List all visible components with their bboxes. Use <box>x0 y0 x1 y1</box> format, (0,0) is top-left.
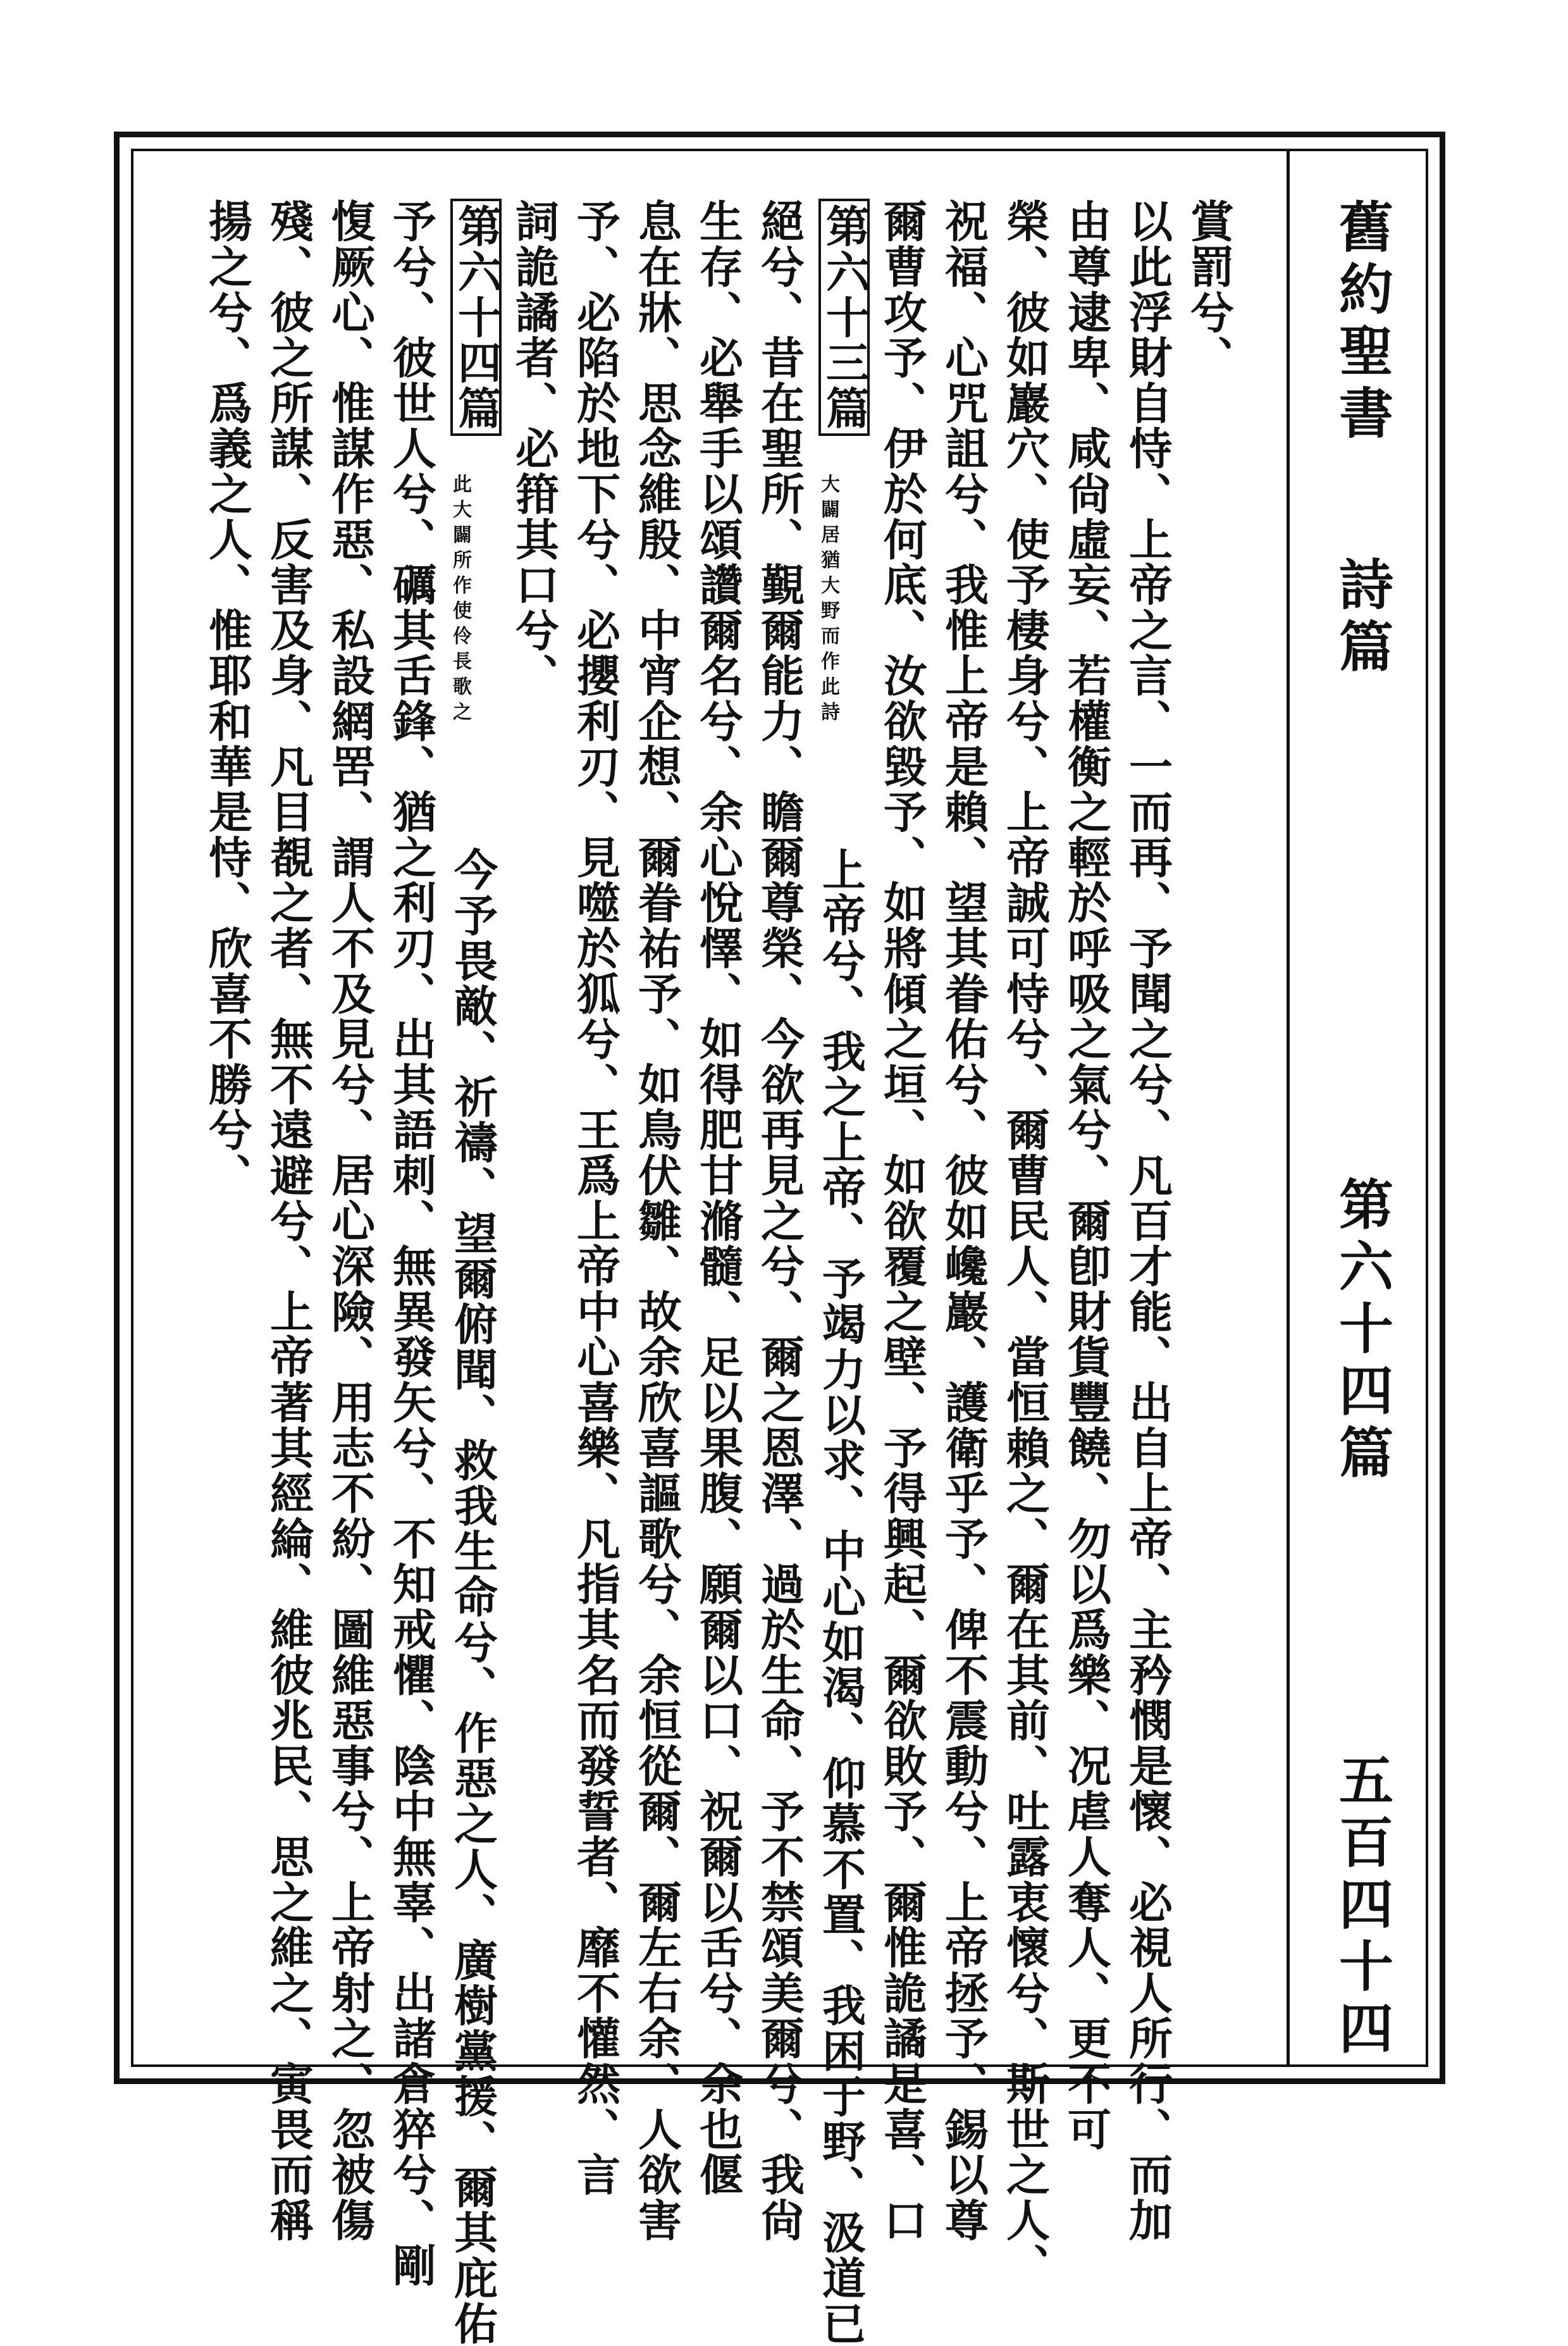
chapter-title: 第六十四篇 <box>1330 1176 1393 1486</box>
page-inner-frame <box>131 149 1428 2346</box>
psalm64-first-line: 今予畏敵、祈禱、望爾俯聞、救我生命兮、作惡之人、廣樹黨援、爾其庇佑 <box>447 847 498 2346</box>
text-column: 予兮、彼世人兮、礪其舌鋒、猶之利刃、出其語刺、無異發矢兮、不知戒懼、陰中無辜、出諸倉猝兮、剛 <box>385 199 436 2288</box>
text-column: 愎厥心、惟謀作惡、私設網罟、謂人不及見兮、居心深險、用志不紛、圖維惡事兮、上帝射之、忽被傷 <box>324 199 375 2243</box>
text-column: 息在牀、思念維殷、中宵企想、爾眷祐予、如鳥伏雛、故余欣喜謳歌兮、余恒從爾、爾左右余、人欲害 <box>631 199 682 2243</box>
text-column: 由尊逮卑、咸尙虛妄、若權衡之輕於呼吸之氣兮、爾卽財貨豐饒、勿以爲樂、况虐人奪人、更不可 <box>1060 199 1111 2152</box>
psalm63-heading: 第六十三篇 <box>818 199 870 436</box>
text-column: 詞詭譎者、必箝其口兮、 <box>508 199 559 698</box>
text-column: 殘、彼之所謀、反害及身、凡目覩之者、無不遠避兮、上帝著其經綸、維彼兆民、思之維之、寅畏而稱 <box>262 199 314 2243</box>
text-column: 爾曹攻予、伊於何底、汝欲毀予、如將傾之垣、如欲覆之壁、予得興起、爾欲敗予、爾惟詭譎是喜、口 <box>876 199 927 2243</box>
text-column: 生存、必舉手以頌讚爾名兮、余心悅懌、如得肥甘滫髓、足以果腹、願爾以口、祝爾以舌兮、余也偃 <box>692 199 743 2198</box>
text-column: 榮、彼如巖穴、使予棲身兮、上帝誠可恃兮、爾曹民人、當恒賴之、爾在其前、吐露衷懷兮、斯世之人、 <box>999 199 1050 2288</box>
book-title: 舊約聖書 <box>1330 199 1393 447</box>
psalm63-first-line: 上帝兮、我之上帝、予竭力以求、中心如渴、仰慕不置、我困于野、汲道已 <box>815 847 866 2346</box>
header-divider <box>1287 151 1290 2064</box>
psalm64-superscription: 此大闢所作使伶長歌之 <box>449 474 471 727</box>
page-number: 五百四十四 <box>1330 1752 1393 2062</box>
text-column: 揚之兮、爲義之人、惟耶和華是恃、欣喜不勝兮、 <box>201 199 252 1198</box>
section-title: 詩篇 <box>1330 556 1393 680</box>
psalm64-heading: 第六十四篇 <box>450 199 502 436</box>
text-column: 祝福、心咒詛兮、我惟上帝是賴、望其眷佑兮、彼如巉巖、護衛乎予、俾不震動兮、上帝拯予、錫以尊 <box>937 199 989 2243</box>
text-column: 絕兮、昔在聖所、覲爾能力、瞻爾尊榮、今欲再見之兮、爾之恩澤、過於生命、予不禁頌美爾兮、我尙 <box>753 199 805 2243</box>
text-column: 以此浮財自恃、上帝之言、一而再、予聞之兮、凡百才能、出自上帝、主矜憫是懷、必視人所行、而加 <box>1121 199 1173 2243</box>
psalm63-superscription: 大闢居猶大野而作此詩 <box>817 474 839 727</box>
text-column: 予、必陷於地下兮、必攖利刃、見噬於狐兮、王爲上帝中心喜樂、凡指其名而發誓者、靡不懽然、言 <box>569 199 620 2198</box>
text-column: 賞罰兮、 <box>1183 199 1234 381</box>
page-frame <box>114 132 1445 2346</box>
